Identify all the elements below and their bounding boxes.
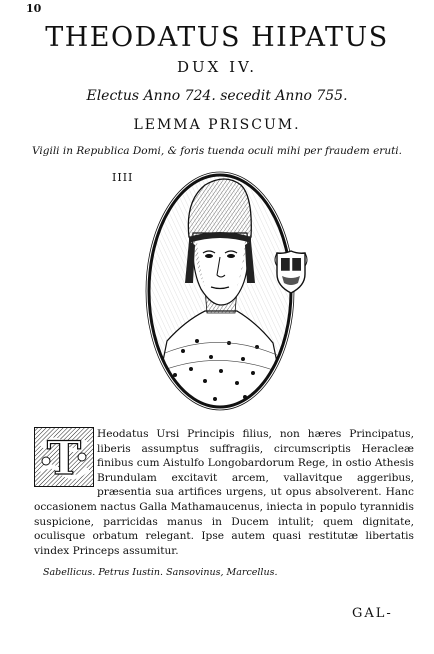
body-paragraph: Heodatus Ursi Principis filius, non hæres Principatus, liberis assumptus suffragiis, circumscriptis Heracleæ finibus cum Aistulfo Longobardorum Rege, in ostio Athesis Brundulam excitavit arcem, vallavitque aggeribus, præsentia sua artifices urgens, ut opus absolverent. Hanc occasionem nactus Galla Mathamaucenus, iniecta in populo tyrannidis suspicione, parricidas manus in Ducem intulit; quem dignitate, oculisque orbatum relegant. Ipse autem quasi restitutæ libertatis vindex Princeps assumitur. (34, 428, 414, 557)
coat-of-arms-icon (274, 250, 308, 298)
catchword: GAL- (352, 606, 393, 621)
page-title: THEODATUS HIPATUS (45, 22, 389, 53)
lemma-heading: LEMMA PRISCUM. (133, 117, 301, 133)
doge-portrait-engraving (145, 171, 295, 415)
election-dates: Electus Anno 724. secedit Anno 755. (86, 88, 348, 104)
motto: Vigili in Republica Domi, & foris tuenda oculi mihi per fraudem eruti. (31, 145, 403, 157)
dropcap-letter: T (46, 431, 82, 485)
portrait-number: IIII (112, 171, 134, 184)
subtitle: DUX IV. (176, 58, 258, 76)
decorated-initial (34, 427, 94, 487)
sources-line: Sabellicus. Petrus Iustin. Sansovinus, Marcellus. (43, 567, 278, 578)
page-number: 10 (26, 2, 42, 15)
biography-text (34, 427, 414, 558)
